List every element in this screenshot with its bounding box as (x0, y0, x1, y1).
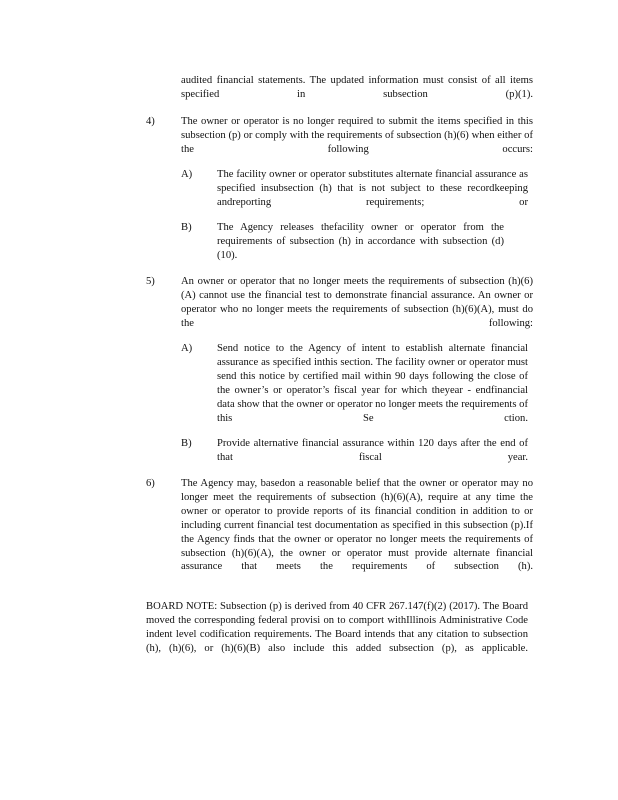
paragraph-5-text: An owner or operator that no longer meets the requirements of subsection (h)(6)(A) cannot use the financial test to demonstrate financial assurance. An owner or operator who no longer meets the requirements of subsection (h)(6)(A), must do the following: (181, 276, 533, 329)
paragraph-4a-text: The facility owner or operator substitutes alternate financial assurance as specified insubsection (h) that is not subject to these recordkeeping andreporting requirements; or (217, 169, 528, 208)
paragraph-5a-text: Send notice to the Agency of intent to establish alternate financial assurance as specified inthis section. The facility owner or operator must send this notice by certified mail within 90 days following the close of the owner’s or operator’s fiscal year for which theyear - endfinancial data show that the owner or operator no longer meets the requirements of this Se ction. (217, 343, 528, 424)
continuation-paragraph: audited financial statements. The updated information must consist of all items specified in subsection (p)(1). (181, 75, 533, 100)
paragraph-5b-label: B) (181, 438, 192, 449)
paragraph-5a-label: A) (181, 343, 193, 354)
paragraph-6-number: 6) (146, 478, 155, 489)
paragraph-4b-label: B) (181, 222, 192, 233)
paragraph-4a-label: A) (181, 169, 193, 180)
paragraph-4-number: 4) (146, 116, 155, 127)
paragraph-5-number: 5) (146, 276, 155, 287)
paragraph-4-text: The owner or operator is no longer required to submit the items specified in this subsection (p) or comply with the requirements of subsection (h)(6) when either of the following occurs: (181, 116, 533, 155)
paragraph-4b-text: The Agency releases thefacility owner or operator from the requirements of subsection (h) in accordance with subsection (d)(10). (217, 222, 504, 261)
paragraph-5b-text: Provide alternative financial assurance within 120 days after the end of that fiscal year. (217, 438, 528, 463)
board-note: BOARD NOTE: Subsection (p) is derived from 40 CFR 267.147(f)(2) (2017). The Board moved the corresponding federal provisi on to comport withIllinois Administrative Code indent level codification requirements. The Board intends that any citation to subsection (h), (h)(6), or (h)(6)(B) also include this added subsection (p), as applicable. (146, 601, 528, 654)
paragraph-6-text: The Agency may, basedon a reasonable belief that the owner or operator may no longer meet the requirements of subsection (h)(6)(A), require at any time the owner or operator to provide reports of its financial condition in addition to or including current financial test documentation as specified in this subsection (p).If the Agency finds that the owner or operator no longer meets the requirements of subsection (h)(6)(A), the owner or operator must provide alternate financial assurance that meets the requirements of subsection (h). (181, 478, 533, 573)
